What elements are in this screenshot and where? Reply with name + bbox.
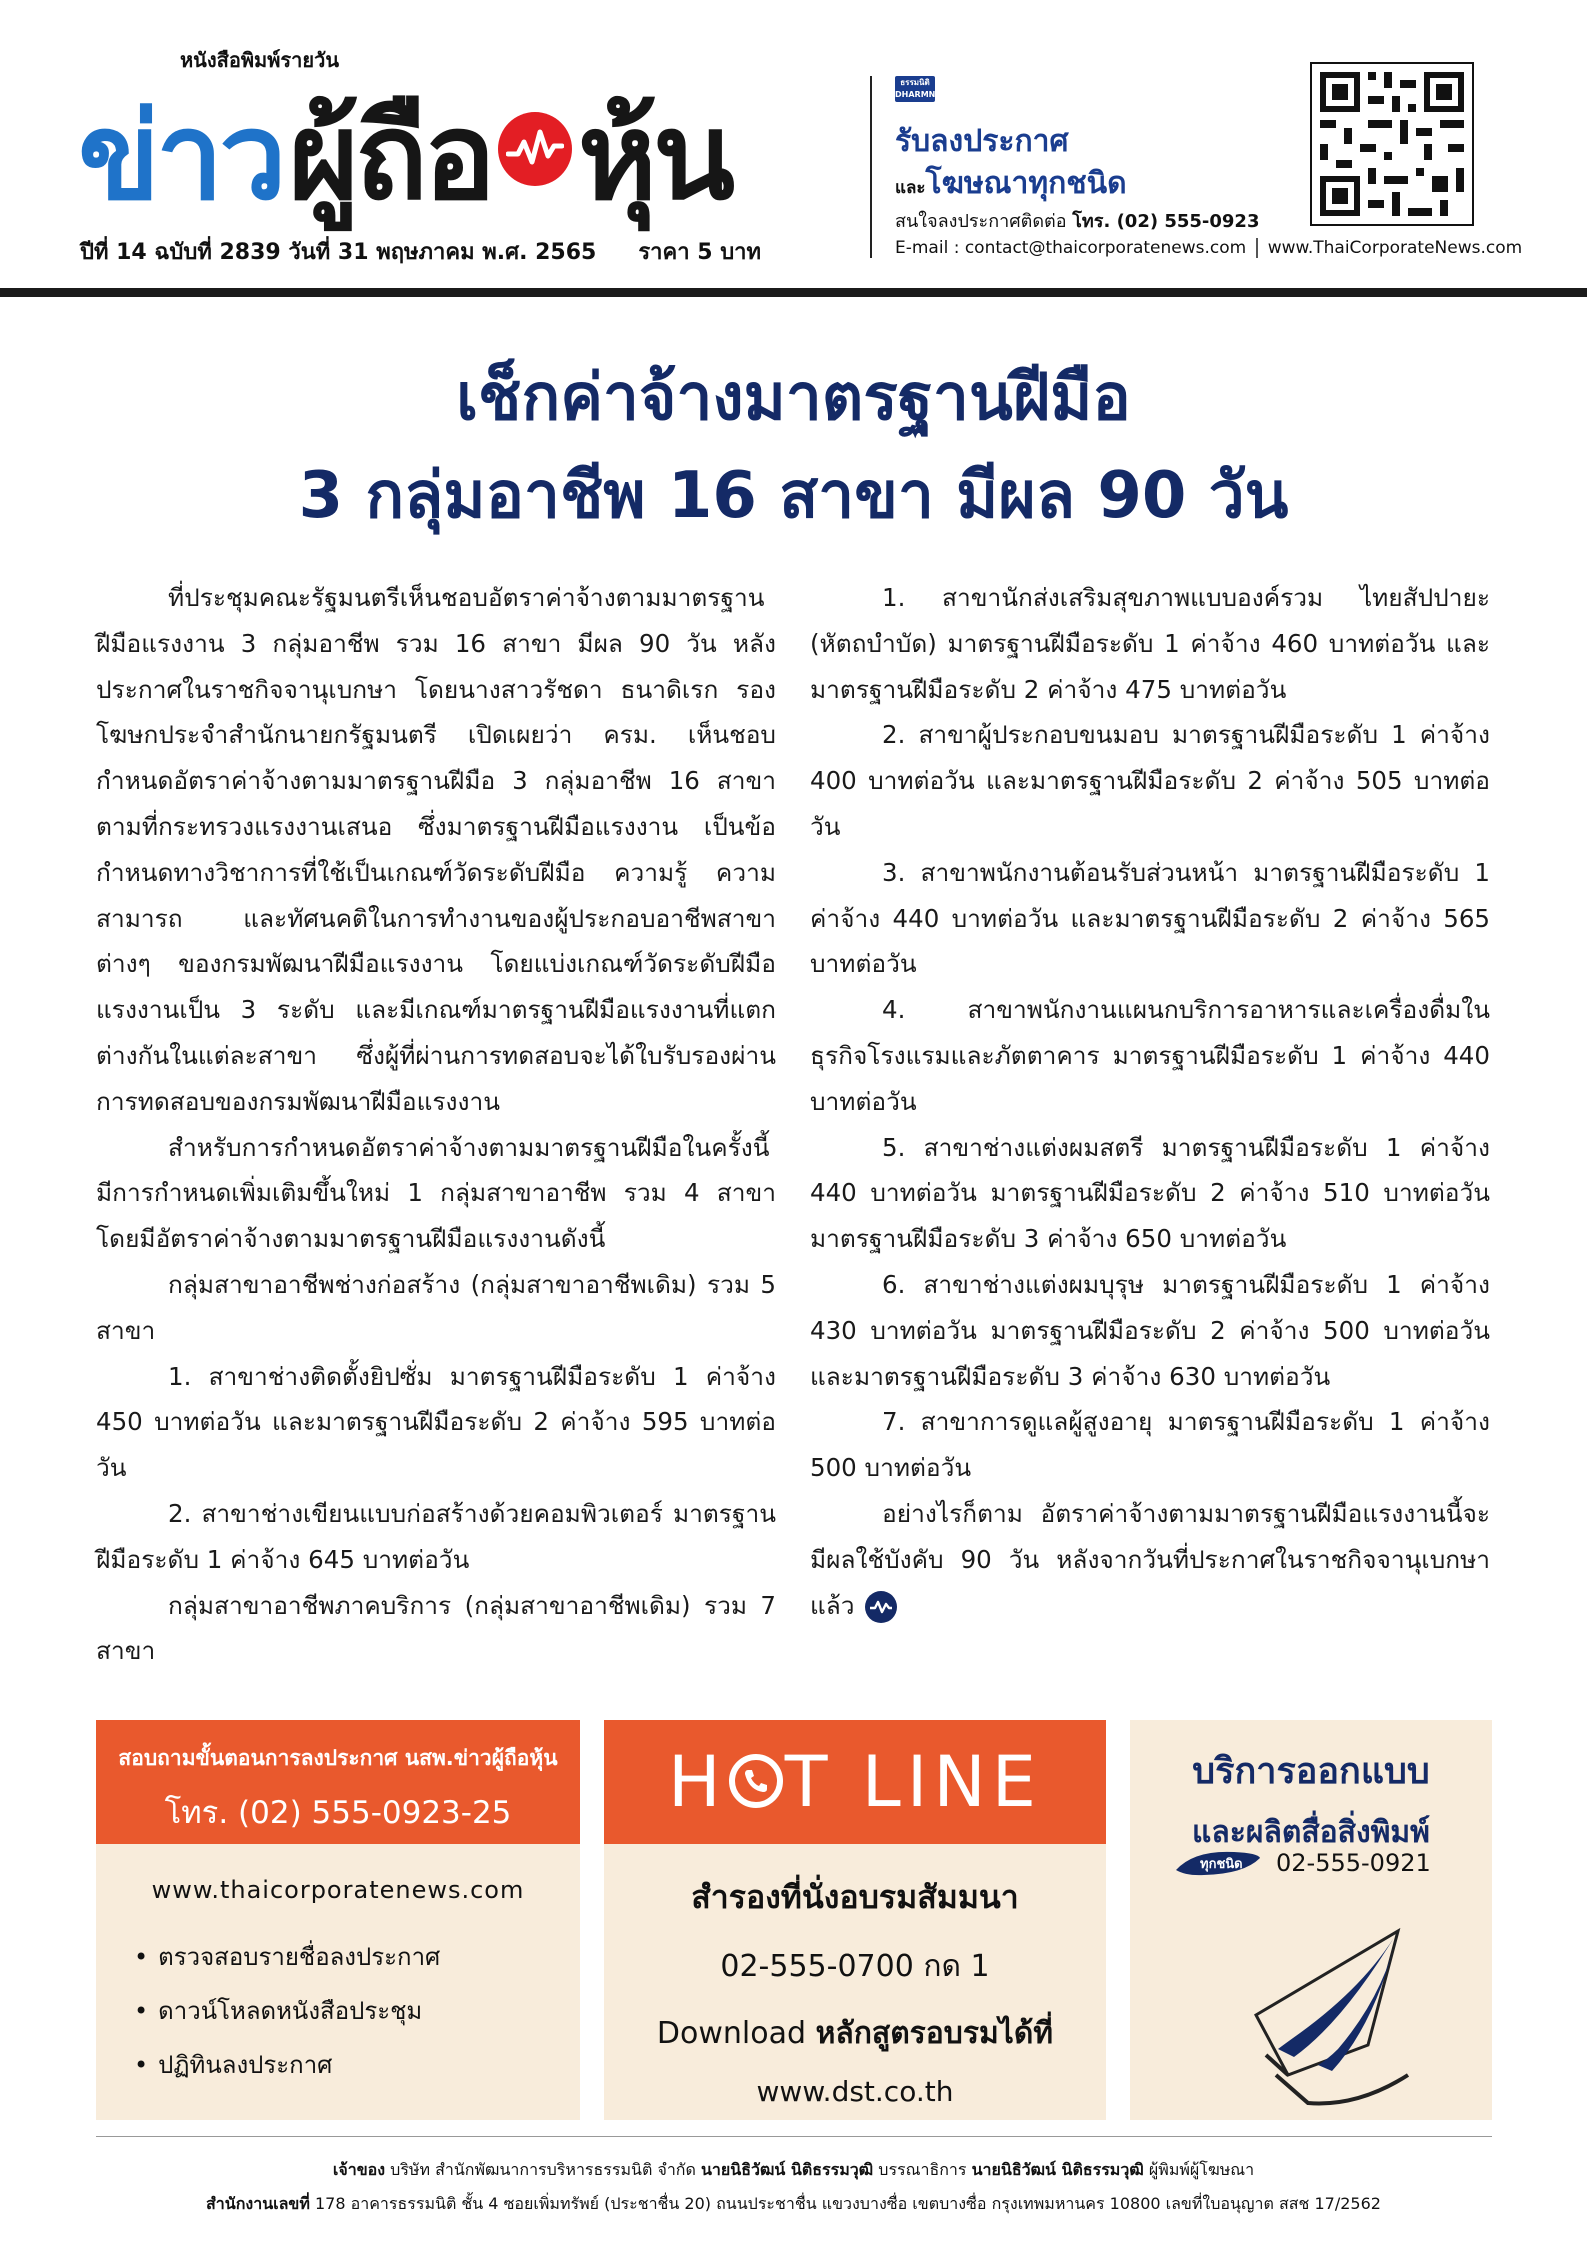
issue-number-date: ปีที่ 14 ฉบับที่ 2839 วันที่ 31 พฤษภาคม พ.ศ. 2565 bbox=[80, 240, 597, 265]
article-paragraph: 2. สาขาผู้ประกอบขนมอบ มาตรฐานฝีมือระดับ 1 ค่าจ้าง 400 บาทต่อวัน และมาตรฐานฝีมือระดับ 2 ค่าจ้าง 505 บาทต่อวัน bbox=[810, 720, 1490, 841]
article-paragraph: กลุ่มสาขาอาชีพช่างก่อสร้าง (กลุ่มสาขาอาชีพเดิม) รวม 5 สาขา bbox=[96, 1269, 776, 1345]
design-service-contact bbox=[1174, 1848, 1431, 1878]
print-service-emblem-icon bbox=[1248, 1925, 1448, 2111]
article-paragraph: 7. สาขาการดูแลผู้สูงอายุ มาตรฐานฝีมือระดับ 1 ค่าจ้าง 500 บาทต่อวัน bbox=[810, 1407, 1490, 1483]
article-paragraph: 5. สาขาช่างแต่งผมสตรี มาตรฐานฝีมือระดับ 1 ค่าจ้าง 440 บาทต่อวัน มาตรฐานฝีมือระดับ 2 ค่าจ้าง 510 บาทต่อวัน มาตรฐานฝีมือระดับ 3 ค่าจ้าง 650 บาทต่อวัน bbox=[810, 1132, 1490, 1254]
newspaper-logo[interactable] bbox=[78, 58, 731, 227]
hotline-box bbox=[604, 1720, 1106, 2120]
hotline-header bbox=[604, 1720, 1106, 1844]
list-item[interactable]: • ดาวน์โหลดหนังสือประชุม bbox=[134, 1984, 580, 2038]
hotline-website[interactable]: www.dst.co.th bbox=[756, 2075, 954, 2108]
headline-line2: 3 กลุ่มอาชีพ 16 สาขา มีผล 90 วัน bbox=[298, 459, 1289, 533]
issue-price: ราคา 5 บาท bbox=[638, 240, 762, 265]
article-paragraph: 1. สาขาช่างติดตั้งยิปซั่ม มาตรฐานฝีมือระดับ 1 ค่าจ้าง 450 บาทต่อวัน และมาตรฐานฝีมือระดับ 2 ค่าจ้าง 595 บาทต่อวัน bbox=[96, 1361, 776, 1483]
footer-publisher-name: นายนิธิวัฒน์ นิติธรรมวุฒิ bbox=[971, 2160, 1144, 2179]
masthead-divider bbox=[870, 76, 872, 258]
footer-office-label: สำนักงานเลขที่ bbox=[206, 2194, 310, 2213]
article-paragraph-last bbox=[810, 1491, 1490, 1628]
article-column-left bbox=[96, 575, 776, 1674]
ad-title: รับลงประกาศ bbox=[895, 124, 1069, 159]
ad-subtitle-prefix: และ bbox=[895, 178, 926, 198]
footer-editor-role: บรรณาธิการ bbox=[878, 2160, 967, 2179]
article-paragraph: 4. สาขาพนักงานแผนกบริการอาหารและเครื่องดื่มในธุรกิจโรงแรมและภัตตาคาร มาตรฐานฝีมือระดับ 1 ค่าจ้าง 440 บาทต่อวัน bbox=[810, 995, 1490, 1116]
brush-stroke-label: ทุกชนิด bbox=[1200, 1857, 1243, 1872]
phone-icon bbox=[729, 1754, 783, 1808]
ad-subtitle-text: โฆษณาทุกชนิด bbox=[925, 166, 1127, 201]
hotline-download-text: หลักสูตรอบรมได้ที่ bbox=[815, 2016, 1054, 2051]
footer-address-text: 178 อาคารธรรมนิติ ชั้น 4 ซอยเพิ่มทรัพย์ (ประชาชื่น 20) ถนนประชาชื่น แขวงบางซื่อ เขตบางซื่อ กรุงเทพมหานคร 10800 เลขที่ใบอนุญาต สสช 17/2562 bbox=[315, 2194, 1381, 2213]
footer-owner-label: เจ้าของ bbox=[332, 2160, 386, 2179]
design-service-title: บริการออกแบบ bbox=[1192, 1751, 1430, 1792]
footer-publisher-role: ผู้พิมพ์ผู้โฆษณา bbox=[1148, 2160, 1255, 2179]
hotline-download-prefix: Download bbox=[656, 2016, 807, 2051]
dharmniti-logo-icon: ธรรมนิติ DHARMNITI bbox=[895, 76, 935, 102]
hotline-letters-rest: T LINE bbox=[784, 1741, 1042, 1823]
article-paragraph: 1. สาขานักส่งเสริมสุขภาพแบบองค์รวม ไทยสัปปายะ (หัตถบำบัด) มาตรฐานฝีมือระดับ 1 ค่าจ้าง 460 บาทต่อวัน และมาตรฐานฝีมือระดับ 2 ค่าจ้าง 475 บาทต่อวัน bbox=[810, 583, 1490, 704]
article-closing-text: อย่างไรก็ตาม อัตราค่าจ้างตามมาตรฐานฝีมือแรงงานนี้จะมีผลใช้บังคับ 90 วัน หลังจากวันที่ประกาศในราชกิจจานุเบกษาแล้ว bbox=[810, 1498, 1490, 1620]
masthead bbox=[0, 0, 1587, 300]
list-item[interactable]: • ปฏิทินลงประกาศ bbox=[134, 2038, 580, 2092]
announcement-info-heading: สอบถามขั้นตอนการลงประกาศ นสพ.ข่าวผู้ถือหุ้น bbox=[118, 1746, 558, 1770]
article-paragraph: 6. สาขาช่างแต่งผมบุรุษ มาตรฐานฝีมือระดับ 1 ค่าจ้าง 430 บาทต่อวัน มาตรฐานฝีมือระดับ 2 ค่าจ้าง 500 บาทต่อวัน และมาตรฐานฝีมือระดับ 3 ค่าจ้าง 630 บาทต่อวัน bbox=[810, 1269, 1490, 1391]
ad-contact-prefix: สนใจลงประกาศติดต่อ bbox=[895, 211, 1067, 232]
hotline-phone[interactable]: 02-555-0700 กด 1 bbox=[720, 1949, 990, 1984]
logo-text-part3: หุ้น bbox=[577, 88, 731, 227]
masthead-rule bbox=[0, 288, 1587, 297]
issue-info bbox=[80, 234, 761, 269]
masthead-tagline: หนังสือพิมพ์รายวัน bbox=[180, 48, 339, 72]
contact-separator bbox=[1256, 238, 1258, 258]
announcement-info-phone[interactable]: โทร. (02) 555-0923-25 bbox=[164, 1795, 512, 1831]
ad-contact-phone[interactable]: โทร. (02) 555-0923 bbox=[1072, 211, 1260, 232]
contact-line bbox=[895, 238, 1522, 258]
article-paragraph: 2. สาขาช่างเขียนแบบก่อสร้างด้วยคอมพิวเตอร์ มาตรฐานฝีมือระดับ 1 ค่าจ้าง 645 บาทต่อวัน bbox=[96, 1498, 776, 1574]
article-column-right bbox=[810, 575, 1490, 1628]
stock-chart-icon bbox=[498, 112, 572, 186]
article-paragraph: ที่ประชุมคณะรัฐมนตรีเห็นชอบอัตราค่าจ้างตามมาตรฐานฝีมือแรงงาน 3 กลุ่มอาชีพ รวม 16 สาขา มีผล 90 วัน หลังประกาศในราชกิจจานุเบกษา โดยนางสาวรัชดา ธนาดิเรก รองโฆษกประจำสำนักนายกรัฐมนตรี เปิดเผยว่า ครม. เห็นชอบกำหนดอัตราค่าจ้างตามมาตรฐานฝีมือ 3 กลุ่มอาชีพ 16 สาขา ตามที่กระทรวงแรงงานเสนอ ซึ่งมาตรฐานฝีมือแรงงาน เป็นข้อกำหนดทางวิชาการที่ใช้เป็นเกณฑ์วัดระดับฝีมือ ความรู้ ความสามารถ และทัศนคติในการทำงานของผู้ประกอบอาชีพสาขาต่างๆ ของกรมพัฒนาฝีมือแรงงาน โดยแบ่งเกณฑ์วัดระดับฝีมือแรงงานเป็น 3 ระดับ และมีเกณฑ์มาตรฐานฝีมือแรงงานที่แตกต่างกันในแต่ละสาขา ซึ่งผู้ที่ผ่านการทดสอบจะได้ใบรับรองผ่านการทดสอบของกรมพัฒนาฝีมือแรงงาน bbox=[96, 583, 776, 1116]
announcement-info-header bbox=[96, 1720, 580, 1844]
contact-email[interactable]: E-mail : contact@thaicorporatenews.com bbox=[895, 238, 1247, 258]
hotline-download-line bbox=[604, 2010, 1106, 2057]
list-item[interactable]: • ตรวจสอบรายชื่อลงประกาศ bbox=[134, 1930, 580, 1984]
announcement-info-box bbox=[96, 1720, 580, 2120]
article-paragraph: 3. สาขาพนักงานต้อนรับส่วนหน้า มาตรฐานฝีมือระดับ 1 ค่าจ้าง 440 บาทต่อวัน และมาตรฐานฝีมือระดับ 2 ค่าจ้าง 565 บาทต่อวัน bbox=[810, 857, 1490, 979]
logo-text-part2: ผู้ถือ bbox=[288, 88, 492, 227]
qr-code-icon[interactable] bbox=[1310, 62, 1474, 226]
footer-ownership bbox=[0, 2158, 1587, 2183]
headline-line1: เช็กค่าจ้างมาตรฐานฝีมือ bbox=[456, 361, 1131, 435]
article-paragraph: กลุ่มสาขาอาชีพภาคบริการ (กลุ่มสาขาอาชีพเดิม) รวม 7 สาขา bbox=[96, 1590, 776, 1666]
hotline-seminar-booking: สำรองที่นั่งอบรมสัมมนา bbox=[691, 1878, 1019, 1916]
announcement-info-list bbox=[134, 1930, 580, 2092]
design-service-box bbox=[1130, 1720, 1492, 2120]
design-service-subtitle: และผลิตสื่อสิ่งพิมพ์ bbox=[1192, 1815, 1430, 1850]
footer-rule bbox=[96, 2136, 1492, 2137]
ad-subtitle bbox=[895, 160, 1127, 207]
footer-owner: บริษัท สำนักพัฒนาการบริหารธรรมนิติ จำกัด bbox=[390, 2160, 696, 2179]
contact-website[interactable]: www.ThaiCorporateNews.com bbox=[1267, 238, 1523, 258]
hotline-letter-h: H bbox=[668, 1741, 727, 1823]
design-service-phone[interactable]: 02-555-0921 bbox=[1276, 1849, 1431, 1877]
footer-editor-name: นายนิธิวัฒน์ นิติธรรมวุฒิ bbox=[700, 2160, 874, 2179]
logo-text-part1: ข่าว bbox=[78, 88, 283, 227]
footer-address bbox=[0, 2192, 1587, 2217]
brush-stroke-icon bbox=[1174, 1848, 1262, 1878]
ad-contact bbox=[895, 206, 1259, 235]
announcement-info-url[interactable]: www.thaicorporatenews.com bbox=[151, 1876, 525, 1904]
end-of-article-icon bbox=[865, 1591, 897, 1623]
article-paragraph: สำหรับการกำหนดอัตราค่าจ้างตามมาตรฐานฝีมือในครั้งนี้ มีการกำหนดเพิ่มเติมขึ้นใหม่ 1 กลุ่มสาขาอาชีพ รวม 4 สาขา โดยมีอัตราค่าจ้างตามมาตรฐานฝีมือแรงงานดังนี้ bbox=[96, 1132, 776, 1254]
